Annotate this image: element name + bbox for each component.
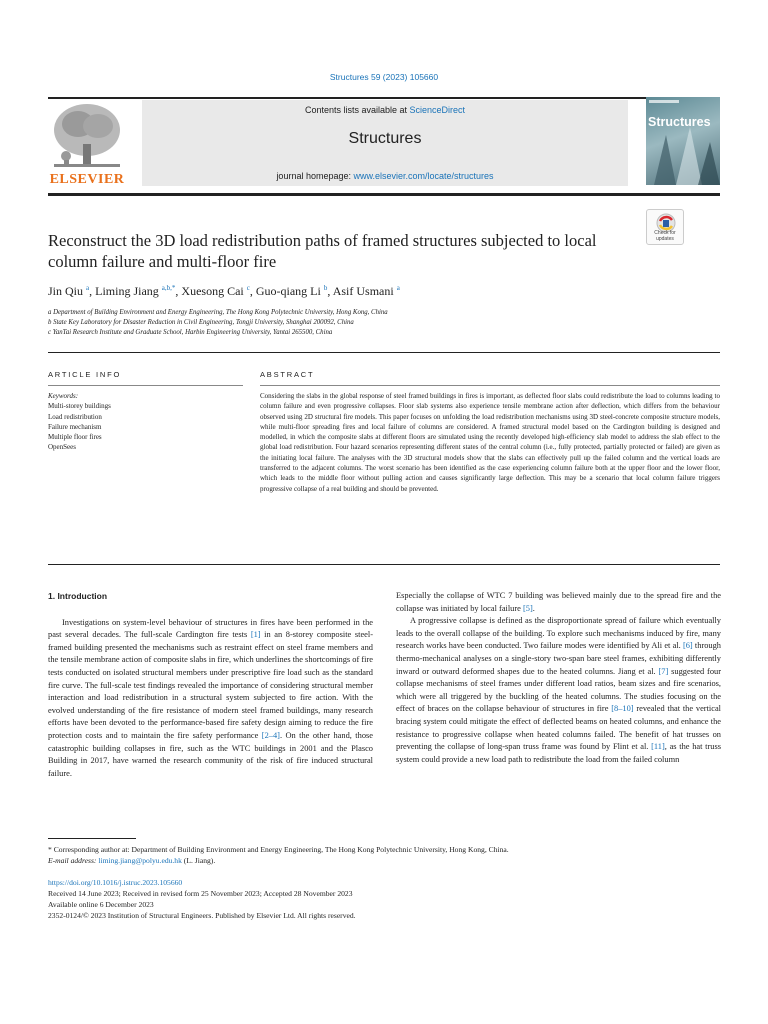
email-link[interactable]: liming.jiang@polyu.edu.hk (98, 856, 182, 865)
article-info-rule (48, 385, 243, 386)
keyword-item: Failure mechanism (48, 422, 102, 431)
contents-prefix: Contents lists available at (304, 105, 410, 115)
abstract-heading: ABSTRACT (260, 370, 315, 379)
cover-title: Structures (648, 115, 711, 129)
introduction-heading: 1. Introduction (48, 591, 108, 601)
citation-link[interactable]: [6] (682, 641, 693, 651)
keyword-item: OpenSees (48, 443, 76, 452)
email-label: E-mail address: (48, 856, 99, 865)
section-rule (48, 352, 720, 353)
journal-header (142, 100, 628, 186)
keyword-item: Load redistribution (48, 412, 102, 421)
author-affiliation-marker[interactable]: b (323, 284, 328, 292)
homepage-line (142, 171, 628, 181)
elsevier-wordmark: ELSEVIER (49, 172, 125, 187)
body-column-right (396, 590, 721, 766)
email-suffix: (L. Jiang). (181, 856, 216, 865)
article-metadata (48, 877, 720, 921)
corresponding-author-note: * Corresponding author at: Department of Building Environment and Energy Engineering, The Hong Kong Polytechnic University, Hong Kong, China. (48, 845, 509, 854)
keywords-block (48, 391, 243, 453)
author-affiliation-marker[interactable]: a,b,* (161, 284, 176, 292)
doi-link[interactable]: https://doi.org/10.1016/j.istruc.2023.105660 (48, 878, 183, 887)
footnote (48, 844, 720, 866)
abstract-text: Considering the slabs in the global response of steel framed buildings in fires is important, as deflected floor slabs could redistribute the load to columns leading to column failure and even progressive collapses. Floor slab systems also experience tensile membrane action after deflection, which differs from the behaviour observed using 2D structural fire models. This paper focuses on unfolding the load redistribution mechanisms using 3D steel-concrete composite structure models, while multi-floor spreading fires and local failure of columns are considered. A framed structural model based on the Cardington building is designed and modelled, in which the composite slabs at different floors are simulated using the recently developed high-efficiency slab model to address the slab effect to the global load redistribution. Four hazard scenarios representing different states of the central column (i.e., fully protected, partially protected or failed) are given as the initiating local failure. The analyses with the 3D structural models show that the slabs can effectively pull up the failed column and the vertical loads are transferred to the adjacent columns. The worst scenario has been identified as the case experiencing column failure both at the upper floor and the lower floor, which leads to the middle floor without pulling action and causes significantly large deflection. This may be a scenario that local column failure triggers progressive collapse of a real building and should be prevented. (260, 392, 720, 493)
email-line (48, 855, 720, 866)
check-for-updates-button[interactable] (646, 209, 684, 245)
header-rule (48, 193, 720, 196)
cover-building-graphic (646, 97, 720, 185)
author-affiliation-marker[interactable]: a (86, 284, 90, 292)
footnote-rule (48, 838, 136, 839)
paragraph-text: suggested four collapse mechanisms of steel frames under different load ratios, beam sizes and fire scenarios, which were all triggered by the buckling of the heated columns. The studies focusing on the effect of braces on the collapse behaviour of structures in fire (396, 666, 721, 714)
contents-line (142, 105, 628, 115)
author-list: Jin Qiu $^a$, Liming Jiang $^{a,b,*}$, Xuesong Cai $^c$, Guo-qiang Li $^b$, Asif Usmani $^a$ (48, 284, 400, 298)
abstract-rule (260, 385, 720, 386)
journal-cover-image[interactable] (646, 97, 720, 185)
author-affiliation-marker[interactable]: c (246, 284, 250, 292)
citation-link[interactable]: [1] (250, 630, 261, 640)
affiliation-list (48, 308, 720, 338)
citation-link[interactable]: [8–10] (611, 704, 634, 714)
journal-homepage-link[interactable]: www.elsevier.com/locate/structures (353, 171, 494, 181)
citation-link[interactable]: [5] (522, 603, 533, 613)
keyword-item: Multiple floor fires (48, 433, 102, 442)
check-updates-label: Check for updates (654, 230, 676, 242)
paragraph-text: through thermo-mechanical analyses on a single-story two-span bare steel frames, exhibiting differently inward or outward deformed shapes due to the heated columns. Jiang et al. (396, 641, 721, 676)
paragraph-text: Investigations on system-level behaviour of structures in fires have been performed in the past several decades. The full-scale Cardington fire tests (48, 617, 373, 640)
intro-paragraph (396, 615, 721, 766)
author-name[interactable]: Jin Qiu (48, 284, 84, 298)
author-name[interactable]: Xuesong Cai (181, 284, 244, 298)
homepage-prefix: journal homepage: (276, 171, 354, 181)
paragraph-text: . (532, 603, 535, 613)
affiliation-item: a Department of Building Environment and Energy Engineering, The Hong Kong Polytechnic University, Hong Kong, China (48, 309, 388, 316)
author-affiliation-marker[interactable]: a (396, 284, 400, 292)
citation-link[interactable]: [11] (651, 742, 665, 752)
affiliation-item: c YanTai Research Institute and Graduate School, Harbin Engineering University, Yantai 265500, China (48, 329, 333, 336)
intro-paragraph (48, 617, 373, 781)
abstract-end-rule (48, 564, 720, 565)
article-title: Reconstruct the 3D load redistribution paths of framed structures subjected to local column failure and multi-floor fire (48, 231, 597, 271)
author-name[interactable]: Guo-qiang Li (255, 284, 321, 298)
available-online: Available online 6 December 2023 (48, 900, 154, 909)
journal-reference[interactable]: Structures 59 (2023) 105660 (329, 72, 439, 82)
author-name[interactable]: Asif Usmani (332, 284, 394, 298)
top-rule (48, 97, 720, 99)
copyright-notice: 2352-0124/© 2023 Institution of Structural Engineers. Published by Elsevier Ltd. All rights reserved. (48, 911, 356, 920)
paragraph-text: revealed that the vertical bracing system could mitigate the effect of deflected beams on heated columns, and enhance the resistance to progressive collapse when heated columns failed. The benefit of hat trusses on preventing the collapse of long-span truss frame was found by Flint et al. (396, 704, 721, 752)
citation-link[interactable]: [7] (658, 666, 669, 676)
citation-link[interactable]: [2–4] (261, 730, 280, 740)
paragraph-text: . On the other hand, those catastrophic building collapses in fire, such as the WTC buildings in 2001 and the Plasco Building in 2017, have warned the research community of the risk of fire induced structural failure. (48, 730, 373, 778)
journal-title: Structures (348, 130, 422, 147)
affiliation-item: b State Key Laboratory for Disaster Reduction in Civil Engineering, Tongji University, Shanghai 200092, China (48, 319, 354, 326)
paragraph-text: in an 8-storey composite steel-framed building presented the mechanisms such as restraint effect on steel frame members and the tensile membrane action of composite slabs in fire, which underlines the shortcomings of fire tests conducted on isolated structural members under prescriptive fire load such as the standard fire curve. The full-scale test findings revealed the importance of considering structural member interaction and load redistribution in a structural system subjected to fire action. With the evolved understanding of the fire resistance of modern steel framed buildings, many research efforts have been devoted to the performance-based fire safety design aiming to reduce the fire protection costs and to maintain the fire safety performance (48, 630, 373, 740)
paragraph-text: A progressive collapse is defined as the disproportionate spread of failure which eventually leads to the overall collapse of the building. To explore such mechanisms induced by fire, many research works have been conducted. Two failure modes were identified by Ali et al. (396, 616, 721, 651)
received-dates: Received 14 June 2023; Received in revised form 25 November 2023; Accepted 28 November 2023 (48, 889, 353, 898)
keyword-item: Multi-storey buildings (48, 402, 111, 411)
paragraph-text: Especially the collapse of WTC 7 building was believed mainly due to the spread fire and the collapse was initiated by local failure (396, 591, 721, 613)
author-name[interactable]: Liming Jiang (95, 284, 159, 298)
sciencedirect-link[interactable]: ScienceDirect (409, 105, 466, 115)
intro-paragraph (396, 590, 721, 615)
paragraph-text: , as the hat truss system could provide a new load path to redistribute the load from the failed column (396, 742, 721, 764)
article-info-heading: ARTICLE INFO (48, 370, 122, 379)
keywords-label: Keywords: (48, 392, 79, 400)
body-column-left (48, 590, 373, 780)
